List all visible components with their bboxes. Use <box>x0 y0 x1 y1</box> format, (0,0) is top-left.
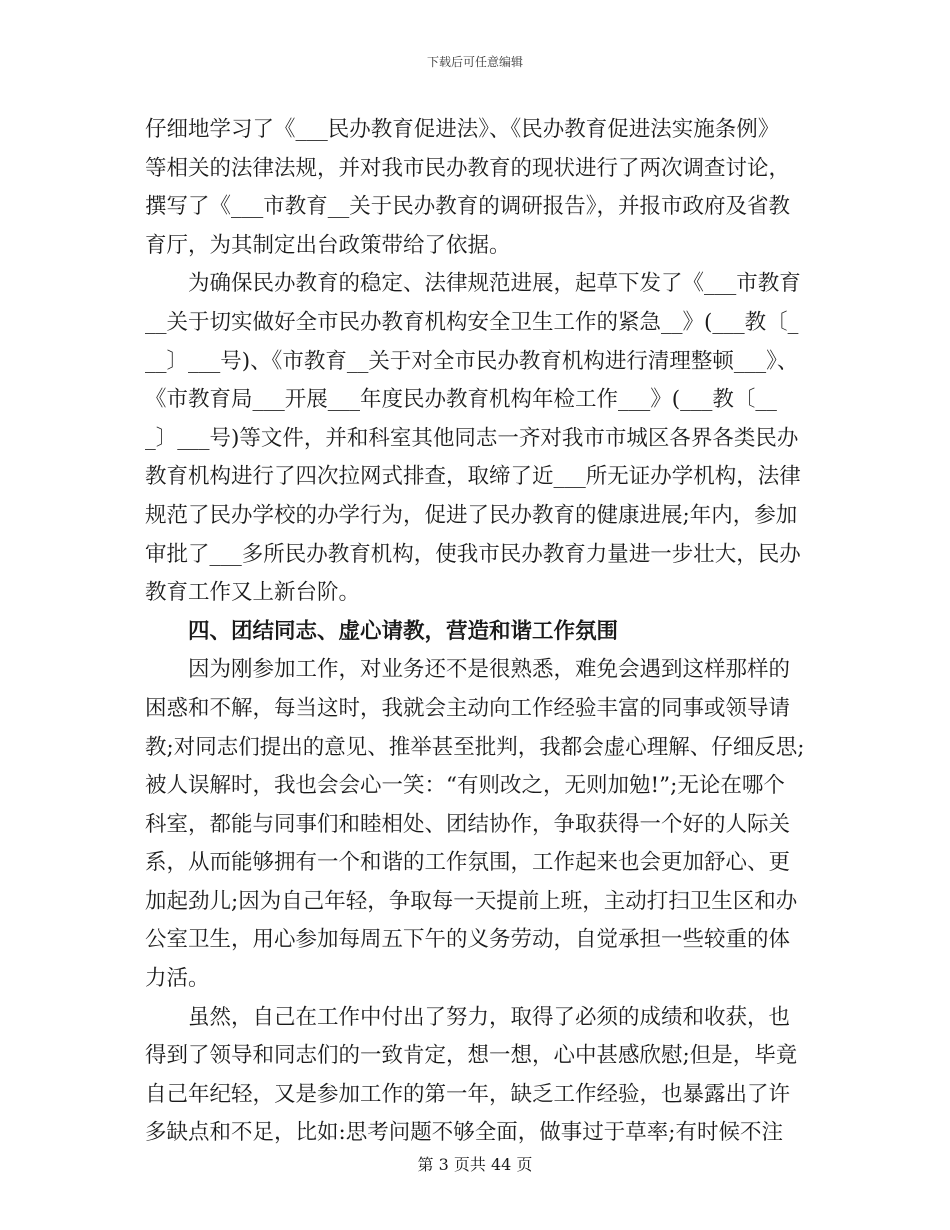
text-line: 困惑和不解，每当这时，我就会主动向工作经验丰富的同事或领导请 <box>145 695 791 721</box>
paragraph-start-line: 为确保民办教育的稳定、法律规范进展，起草下发了《___市教育 <box>188 271 801 297</box>
text-line: 得到了领导和同志们的一致肯定，想一想，心中甚感欣慰;但是，毕竟 <box>145 1043 798 1069</box>
text-line: __〕___号)、《市教育__关于对全市民办教育机构进行清理整顿___》、 <box>145 348 799 374</box>
text-line: 自己年纪轻，又是参加工作的第一年，缺乏工作经验，也暴露出了许 <box>145 1081 791 1107</box>
text-line: 科室，都能与同事们和睦相处、团结协作，争取获得一个好的人际关 <box>145 811 791 837</box>
text-line: 加起劲儿;因为自己年轻，争取每一天提前上班，主动打扫卫生区和办 <box>145 888 798 914</box>
text-line: 系，从而能够拥有一个和谐的工作氛围，工作起来也会更加舒心、更 <box>145 850 791 876</box>
document-body <box>145 111 805 1153</box>
text-line: 力活。 <box>145 966 210 992</box>
text-line: _〕___号)等文件，并和科室其他同志一齐对我市市城区各界各类民办 <box>145 425 799 451</box>
paragraph-start-line: 虽然，自己在工作中付出了努力，取得了必须的成绩和收获，也 <box>188 1004 791 1030</box>
paragraph-start-line: 因为刚参加工作，对业务还不是很熟悉，难免会遇到这样那样的 <box>188 657 791 683</box>
text-line: 公室卫生，用心参加每周五下午的义务劳动，自觉承担一些较重的体 <box>145 927 791 953</box>
text-line: 规范了民办学校的办学行为，促进了民办教育的健康进展;年内，参加 <box>145 502 798 528</box>
text-line: 教;对同志们提出的意见、推举甚至批判，我都会虚心理解、仔细反思; <box>145 734 805 760</box>
text-line: 审批了___多所民办教育机构，使我市民办教育力量进一步壮大，民办 <box>145 541 801 567</box>
text-line: __关于切实做好全市民办教育机构安全卫生工作的紧急__》(___教〔_ <box>145 309 799 335</box>
text-line: 教育工作又上新台阶。 <box>145 580 361 606</box>
page-number-footer: 第 3 页共 44 页 <box>417 1155 533 1174</box>
text-line: 被人误解时，我也会会心一笑：“有则改之，无则加勉!”;无论在哪个 <box>145 773 785 799</box>
text-line: 仔细地学习了《___民办教育促进法》、《民办教育促进法实施条例》 <box>145 117 780 142</box>
text-line: 多缺点和不足，比如:思考问题不够全面，做事过于草率;有时候不注 <box>145 1120 783 1146</box>
section-heading: 四、团结同志、虚心请教，营造和谐工作氛围 <box>188 618 619 644</box>
text-line: 《市教育局___开展___年度民办教育机构年检工作___》(___教〔__ <box>145 387 777 413</box>
text-line: 撰写了《___市教育__关于民办教育的调研报告》，并报市政府及省教 <box>145 194 791 220</box>
text-line: 等相关的法律法规，并对我市民办教育的现状进行了两次调查讨论， <box>145 155 791 181</box>
page-header: 下载后可任意编辑 <box>426 55 523 69</box>
text-line: 教育机构进行了四次拉网式排查，取缔了近___所无证办学机构，法律 <box>145 464 801 490</box>
text-line: 育厅，为其制定出台政策带给了依据。 <box>145 232 511 258</box>
